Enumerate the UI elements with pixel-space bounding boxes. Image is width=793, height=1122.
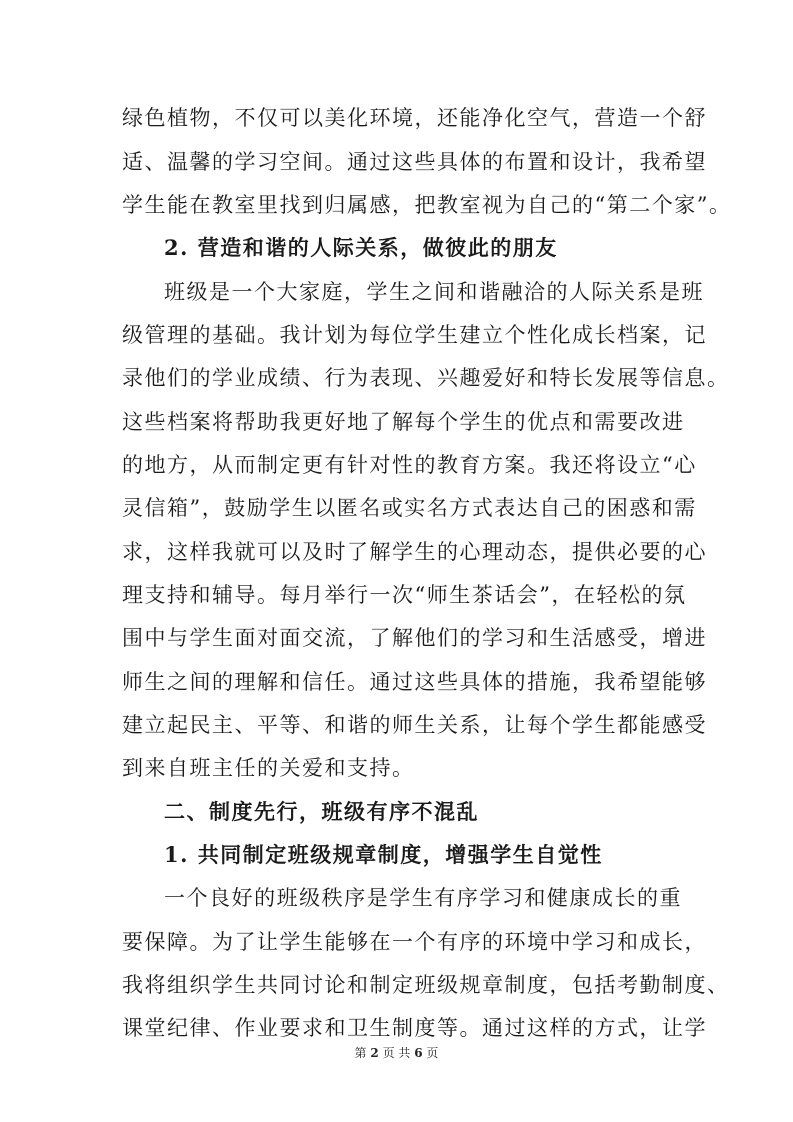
paragraph-line: 灵信箱”，鼓励学生以匿名或实名方式表达自己的困惑和需 [122,496,697,520]
paragraph-line: 的地方，从而制定更有针对性的教育方案。我还将设立“心 [122,453,697,477]
paragraph-line: 一个良好的班级秩序是学生有序学习和健康成长的重 [164,886,682,910]
paragraph-line: 级管理的基础。我计划为每位学生建立个性化成长档案，记 [122,323,707,347]
paragraph-line: 求，这样我就可以及时了解学生的心理动态，提供必要的心 [122,540,707,564]
paragraph-line: 绿色植物，不仅可以美化环境，还能净化空气，营造一个舒 [122,106,707,130]
paragraph-line: 学生能在教室里找到归属感，把教室视为自己的“第二个家”。 [122,193,732,217]
paragraph-line: 我将组织学生共同讨论和制定班级规章制度，包括考勤制度、 [122,973,730,997]
footer-suffix: 页 [426,1046,439,1060]
paragraph-line: 这些档案将帮助我更好地了解每个学生的优点和需要改进 [122,410,685,434]
subsection-heading: 1. 共同制定班级规章制度，增强学生自觉性 [164,842,603,867]
section-heading: 2. 营造和谐的人际关系，做彼此的朋友 [164,235,558,260]
paragraph-line: 要保障。为了让学生能够在一个有序的环境中学习和成长， [122,930,707,954]
paragraph-line: 理支持和辅导。每月举行一次“师生茶话会”，在轻松的氛 [122,583,687,607]
section-heading: 二、制度先行，班级有序不混乱 [164,799,479,824]
total-page-number: 6 [414,1046,423,1060]
paragraph-line: 班级是一个大家庭，学生之间和谐融洽的人际关系是班 [164,280,704,304]
paragraph-line: 录他们的学业成绩、行为表现、兴趣爱好和特长发展等信息。 [122,366,730,390]
paragraph-line: 师生之间的理解和信任。通过这些具体的措施，我希望能够 [122,670,707,694]
paragraph-line: 建立起民主、平等、和谐的师生关系，让每个学生都能感受 [122,713,707,737]
current-page-number: 2 [370,1046,379,1060]
page-footer [0,1046,793,1060]
footer-middle: 页 共 [382,1046,411,1060]
footer-prefix: 第 [354,1046,367,1060]
paragraph-line: 到来自班主任的关爱和支持。 [122,756,415,780]
paragraph-line: 课堂纪律、作业要求和卫生制度等。通过这样的方式，让学 [122,1016,707,1040]
paragraph-line: 围中与学生面对面交流，了解他们的学习和生活感受，增进 [122,626,707,650]
paragraph-line: 适、温馨的学习空间。通过这些具体的布置和设计，我希望 [122,150,707,174]
